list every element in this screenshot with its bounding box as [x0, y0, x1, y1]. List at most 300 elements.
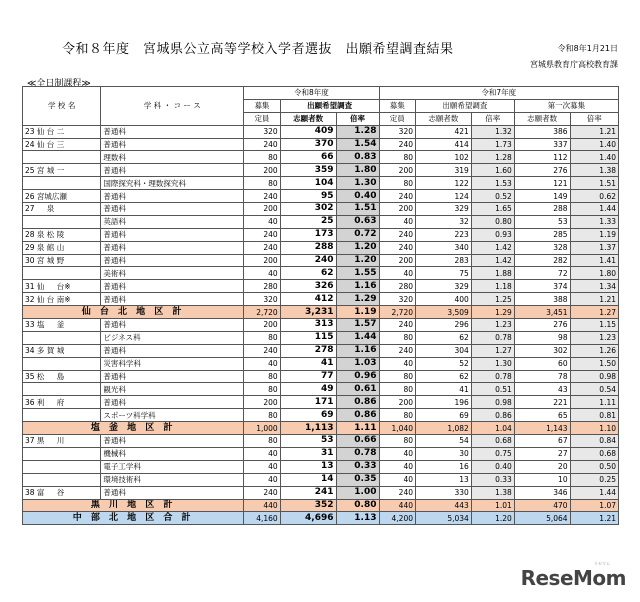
quota-2025-cell: 80 [379, 435, 416, 448]
quota-2025-cell: 40 [379, 447, 416, 460]
table-row [23, 138, 619, 151]
ratio-2026-cell: 0.78 [336, 447, 379, 460]
applicants-2025-cell: 122 [416, 177, 472, 190]
first-ratio-2025-cell: 1.19 [570, 228, 618, 241]
first-ratio-2025-cell: 1.21 [570, 293, 618, 306]
ratio-2025-cell: 1.73 [471, 138, 514, 151]
quota-2026-cell: 320 [244, 125, 281, 138]
applicants-2026-cell: 409 [280, 125, 336, 138]
applicants-2025-cell: 1,082 [416, 422, 472, 435]
applicants-2026-cell: 66 [280, 151, 336, 164]
applicants-2025-cell: 414 [416, 138, 472, 151]
quota-2026-cell: 440 [244, 499, 281, 512]
header-boshu7: 募集 [379, 99, 416, 112]
table-row [23, 319, 619, 332]
ratio-2025-cell: 1.20 [471, 512, 514, 525]
course-cell: 普通科 [101, 190, 244, 203]
first-ratio-2025-cell: 0.84 [570, 435, 618, 448]
district-label-cell: 塩 釜 地 区 計 [23, 422, 244, 435]
first-applicants-2025-cell: 112 [514, 151, 570, 164]
course-cell: 普通科 [101, 280, 244, 293]
table-row [23, 396, 619, 409]
quota-2026-cell: 200 [244, 319, 281, 332]
first-ratio-2025-cell: 1.38 [570, 164, 618, 177]
school-cell: 31 仙 台※ [23, 280, 101, 293]
ratio-2026-cell: 1.80 [336, 164, 379, 177]
course-cell: 普通科 [101, 344, 244, 357]
applicants-2026-cell: 1,113 [280, 422, 336, 435]
course-cell: 英語科 [101, 215, 244, 228]
header-teiin7: 定員 [379, 112, 416, 125]
course-cell: 普通科 [101, 138, 244, 151]
table-row [23, 293, 619, 306]
first-applicants-2025-cell: 3,451 [514, 306, 570, 319]
quota-2026-cell: 240 [244, 344, 281, 357]
course-cell: 普通科 [101, 203, 244, 216]
publish-date: 令和8年1月21日 [557, 44, 618, 53]
applicants-2026-cell: 41 [280, 357, 336, 370]
applicants-2025-cell: 329 [416, 203, 472, 216]
ratio-2026-cell: 1.16 [336, 344, 379, 357]
school-cell [23, 460, 101, 473]
quota-2026-cell: 320 [244, 293, 281, 306]
first-applicants-2025-cell: 302 [514, 344, 570, 357]
first-ratio-2025-cell: 1.10 [570, 422, 618, 435]
course-cell: 普通科 [101, 241, 244, 254]
quota-2025-cell: 40 [379, 460, 416, 473]
ratio-2026-cell: 1.20 [336, 254, 379, 267]
first-applicants-2025-cell: 98 [514, 331, 570, 344]
quota-2025-cell: 80 [379, 151, 416, 164]
quota-2026-cell: 80 [244, 435, 281, 448]
ratio-2025-cell: 1.53 [471, 177, 514, 190]
header-course: 学 科 ・ コ ー ス [101, 87, 244, 126]
course-cell: 災害科学科 [101, 357, 244, 370]
header-boshu8: 募集 [244, 99, 281, 112]
course-cell: 理数科 [101, 151, 244, 164]
organization: 宮城県教育庁高校教育課 [530, 60, 618, 69]
ratio-2026-cell: 1.44 [336, 331, 379, 344]
first-ratio-2025-cell: 1.33 [570, 215, 618, 228]
course-cell: 普通科 [101, 293, 244, 306]
header-ratio8: 倍率 [336, 112, 379, 125]
applicants-2025-cell: 296 [416, 319, 472, 332]
first-applicants-2025-cell: 276 [514, 319, 570, 332]
applicants-2025-cell: 52 [416, 357, 472, 370]
ratio-2025-cell: 0.75 [471, 447, 514, 460]
ratio-2025-cell: 1.23 [471, 319, 514, 332]
ratio-2025-cell: 1.27 [471, 344, 514, 357]
table-row [23, 409, 619, 422]
first-ratio-2025-cell: 1.44 [570, 486, 618, 499]
school-cell [23, 473, 101, 486]
header-applicants-first7: 志願者数 [514, 112, 570, 125]
applicants-2025-cell: 75 [416, 267, 472, 280]
ratio-2026-cell: 0.72 [336, 228, 379, 241]
header-school: 学 校 名 [23, 87, 101, 126]
ratio-2025-cell: 1.28 [471, 151, 514, 164]
applicants-2025-cell: 62 [416, 370, 472, 383]
first-ratio-2025-cell: 1.40 [570, 151, 618, 164]
ratio-2025-cell: 1.60 [471, 164, 514, 177]
page-title: 令和８年度 宮城県公立高等学校入学者選抜 出願希望調査結果 [62, 42, 454, 57]
applicants-2025-cell: 124 [416, 190, 472, 203]
district-label-cell: 黒 川 地 区 計 [23, 499, 244, 512]
ratio-2025-cell: 1.42 [471, 254, 514, 267]
first-applicants-2025-cell: 60 [514, 357, 570, 370]
applicants-2025-cell: 54 [416, 435, 472, 448]
district-label-cell: 仙 台 北 地 区 計 [23, 306, 244, 319]
applicants-2025-cell: 41 [416, 383, 472, 396]
course-cell: 機械科 [101, 447, 244, 460]
applicants-2025-cell: 319 [416, 164, 472, 177]
quota-2026-cell: 40 [244, 267, 281, 280]
applicants-2025-cell: 3,509 [416, 306, 472, 319]
first-ratio-2025-cell: 1.11 [570, 396, 618, 409]
first-applicants-2025-cell: 221 [514, 396, 570, 409]
applicants-2026-cell: 278 [280, 344, 336, 357]
table-row [23, 203, 619, 216]
applicants-2025-cell: 30 [416, 447, 472, 460]
first-applicants-2025-cell: 10 [514, 473, 570, 486]
course-cell: 普通科 [101, 396, 244, 409]
table-row [23, 215, 619, 228]
applicants-2026-cell: 31 [280, 447, 336, 460]
first-applicants-2025-cell: 121 [514, 177, 570, 190]
applicants-2026-cell: 241 [280, 486, 336, 499]
quota-2026-cell: 200 [244, 396, 281, 409]
school-cell [23, 267, 101, 280]
course-cell: 普通科 [101, 435, 244, 448]
results-table [22, 86, 619, 525]
quota-2025-cell: 320 [379, 125, 416, 138]
first-ratio-2025-cell: 0.98 [570, 370, 618, 383]
first-applicants-2025-cell: 67 [514, 435, 570, 448]
quota-2025-cell: 40 [379, 473, 416, 486]
first-applicants-2025-cell: 288 [514, 203, 570, 216]
header-applicants8: 志願者数 [280, 112, 336, 125]
ratio-2025-cell: 1.01 [471, 499, 514, 512]
applicants-2026-cell: 77 [280, 370, 336, 383]
ratio-2025-cell: 1.25 [471, 293, 514, 306]
ratio-2026-cell: 1.11 [336, 422, 379, 435]
ratio-2025-cell: 1.38 [471, 486, 514, 499]
table-row [23, 357, 619, 370]
course-cell: 観光科 [101, 383, 244, 396]
quota-2025-cell: 440 [379, 499, 416, 512]
applicants-2026-cell: 352 [280, 499, 336, 512]
quota-2025-cell: 240 [379, 344, 416, 357]
ratio-2025-cell: 0.98 [471, 396, 514, 409]
first-applicants-2025-cell: 72 [514, 267, 570, 280]
subtotal-row [23, 422, 619, 435]
quota-2026-cell: 80 [244, 151, 281, 164]
quota-2025-cell: 200 [379, 396, 416, 409]
school-cell: 32 仙 台 南※ [23, 293, 101, 306]
quota-2026-cell: 4,160 [244, 512, 281, 525]
ratio-2025-cell: 1.18 [471, 280, 514, 293]
course-cell: 環境技術科 [101, 473, 244, 486]
ratio-2025-cell: 0.93 [471, 228, 514, 241]
quota-2025-cell: 240 [379, 319, 416, 332]
quota-2026-cell: 2,720 [244, 306, 281, 319]
ratio-2026-cell: 0.83 [336, 151, 379, 164]
ratio-2026-cell: 0.35 [336, 473, 379, 486]
applicants-2026-cell: 104 [280, 177, 336, 190]
school-cell: 34 多 賀 城 [23, 344, 101, 357]
ratio-2026-cell: 0.33 [336, 460, 379, 473]
first-ratio-2025-cell: 1.41 [570, 254, 618, 267]
header-survey8: 出願希望調査 [280, 99, 379, 112]
applicants-2025-cell: 330 [416, 486, 472, 499]
school-cell: 38 富 谷 [23, 486, 101, 499]
header-survey7: 出願希望調査 [416, 99, 515, 112]
quota-2026-cell: 80 [244, 177, 281, 190]
first-ratio-2025-cell: 1.51 [570, 177, 618, 190]
table-row [23, 228, 619, 241]
applicants-2025-cell: 69 [416, 409, 472, 422]
quota-2026-cell: 80 [244, 370, 281, 383]
first-ratio-2025-cell: 0.25 [570, 473, 618, 486]
school-cell [23, 447, 101, 460]
school-cell: 24 仙 台 三 [23, 138, 101, 151]
quota-2025-cell: 80 [379, 409, 416, 422]
school-cell [23, 383, 101, 396]
quota-2026-cell: 80 [244, 383, 281, 396]
header-first7: 第一次募集 [514, 99, 618, 112]
ratio-2025-cell: 0.78 [471, 370, 514, 383]
ratio-2025-cell: 1.04 [471, 422, 514, 435]
school-cell: 28 泉 松 陵 [23, 228, 101, 241]
applicants-2026-cell: 25 [280, 215, 336, 228]
ratio-2025-cell: 0.33 [471, 473, 514, 486]
quota-2025-cell: 80 [379, 331, 416, 344]
quota-2025-cell: 80 [379, 383, 416, 396]
header-teiin8: 定員 [244, 112, 281, 125]
applicants-2026-cell: 53 [280, 435, 336, 448]
ratio-2025-cell: 0.52 [471, 190, 514, 203]
quota-2025-cell: 240 [379, 190, 416, 203]
table-row [23, 435, 619, 448]
first-ratio-2025-cell: 0.54 [570, 383, 618, 396]
applicants-2026-cell: 115 [280, 331, 336, 344]
applicants-2026-cell: 370 [280, 138, 336, 151]
section-label: ≪全日制課程≫ [27, 79, 91, 89]
table-row [23, 473, 619, 486]
applicants-2025-cell: 62 [416, 331, 472, 344]
quota-2025-cell: 80 [379, 370, 416, 383]
ratio-2026-cell: 1.55 [336, 267, 379, 280]
applicants-2026-cell: 240 [280, 254, 336, 267]
school-cell [23, 177, 101, 190]
ratio-2026-cell: 0.40 [336, 190, 379, 203]
quota-2025-cell: 240 [379, 241, 416, 254]
quota-2025-cell: 240 [379, 486, 416, 499]
applicants-2026-cell: 49 [280, 383, 336, 396]
first-applicants-2025-cell: 282 [514, 254, 570, 267]
quota-2026-cell: 1,000 [244, 422, 281, 435]
ratio-2025-cell: 1.29 [471, 306, 514, 319]
course-cell: 普通科 [101, 125, 244, 138]
applicants-2026-cell: 326 [280, 280, 336, 293]
header-year7: 令和7年度 [379, 87, 619, 100]
school-cell: 35 松 島 [23, 370, 101, 383]
quota-2026-cell: 40 [244, 460, 281, 473]
ratio-2026-cell: 0.61 [336, 383, 379, 396]
ratio-2026-cell: 1.20 [336, 241, 379, 254]
first-applicants-2025-cell: 5,064 [514, 512, 570, 525]
table-row [23, 370, 619, 383]
applicants-2026-cell: 173 [280, 228, 336, 241]
first-applicants-2025-cell: 388 [514, 293, 570, 306]
first-applicants-2025-cell: 149 [514, 190, 570, 203]
applicants-2026-cell: 288 [280, 241, 336, 254]
quota-2025-cell: 40 [379, 215, 416, 228]
quota-2025-cell: 320 [379, 293, 416, 306]
first-applicants-2025-cell: 1,143 [514, 422, 570, 435]
ratio-2025-cell: 0.86 [471, 409, 514, 422]
header-applicants7: 志願者数 [416, 112, 472, 125]
table-row [23, 383, 619, 396]
applicants-2026-cell: 69 [280, 409, 336, 422]
course-cell: 普通科 [101, 319, 244, 332]
ratio-2026-cell: 1.28 [336, 125, 379, 138]
quota-2026-cell: 40 [244, 357, 281, 370]
ratio-2026-cell: 0.86 [336, 409, 379, 422]
first-applicants-2025-cell: 276 [514, 164, 570, 177]
school-cell: 29 泉 館 山 [23, 241, 101, 254]
first-applicants-2025-cell: 78 [514, 370, 570, 383]
ratio-2026-cell: 0.80 [336, 499, 379, 512]
first-applicants-2025-cell: 386 [514, 125, 570, 138]
quota-2025-cell: 200 [379, 203, 416, 216]
quota-2026-cell: 240 [244, 138, 281, 151]
quota-2025-cell: 280 [379, 280, 416, 293]
quota-2025-cell: 4,200 [379, 512, 416, 525]
first-ratio-2025-cell: 1.50 [570, 357, 618, 370]
course-cell: 普通科 [101, 254, 244, 267]
ratio-2026-cell: 0.96 [336, 370, 379, 383]
first-ratio-2025-cell: 1.44 [570, 203, 618, 216]
applicants-2025-cell: 13 [416, 473, 472, 486]
applicants-2025-cell: 5,034 [416, 512, 472, 525]
table-row [23, 254, 619, 267]
course-cell: 普通科 [101, 164, 244, 177]
first-ratio-2025-cell: 1.37 [570, 241, 618, 254]
first-ratio-2025-cell: 1.07 [570, 499, 618, 512]
table-row [23, 177, 619, 190]
school-cell: 37 黒 川 [23, 435, 101, 448]
ratio-2026-cell: 1.54 [336, 138, 379, 151]
first-applicants-2025-cell: 337 [514, 138, 570, 151]
applicants-2026-cell: 14 [280, 473, 336, 486]
ratio-2026-cell: 1.00 [336, 486, 379, 499]
ratio-2025-cell: 0.68 [471, 435, 514, 448]
applicants-2026-cell: 4,696 [280, 512, 336, 525]
quota-2026-cell: 240 [244, 228, 281, 241]
school-cell: 30 宮 城 野 [23, 254, 101, 267]
table-row [23, 164, 619, 177]
first-applicants-2025-cell: 470 [514, 499, 570, 512]
first-applicants-2025-cell: 374 [514, 280, 570, 293]
ratio-2025-cell: 1.88 [471, 267, 514, 280]
school-cell [23, 357, 101, 370]
ratio-2026-cell: 1.03 [336, 357, 379, 370]
first-applicants-2025-cell: 43 [514, 383, 570, 396]
first-ratio-2025-cell: 1.40 [570, 138, 618, 151]
school-cell: 26 宮城広瀬 [23, 190, 101, 203]
first-applicants-2025-cell: 328 [514, 241, 570, 254]
ratio-2025-cell: 1.30 [471, 357, 514, 370]
table-row [23, 267, 619, 280]
first-ratio-2025-cell: 1.23 [570, 331, 618, 344]
applicants-2026-cell: 95 [280, 190, 336, 203]
first-ratio-2025-cell: 0.68 [570, 447, 618, 460]
applicants-2025-cell: 223 [416, 228, 472, 241]
first-ratio-2025-cell: 0.50 [570, 460, 618, 473]
course-cell: 普通科 [101, 370, 244, 383]
applicants-2025-cell: 304 [416, 344, 472, 357]
first-ratio-2025-cell: 1.21 [570, 125, 618, 138]
ratio-2026-cell: 1.19 [336, 306, 379, 319]
course-cell: 電子工学科 [101, 460, 244, 473]
total-row [23, 512, 619, 525]
logo-kana: リセマム [594, 561, 610, 566]
applicants-2026-cell: 171 [280, 396, 336, 409]
quota-2025-cell: 2,720 [379, 306, 416, 319]
quota-2026-cell: 200 [244, 254, 281, 267]
quota-2025-cell: 40 [379, 357, 416, 370]
quota-2025-cell: 80 [379, 177, 416, 190]
subtotal-row [23, 306, 619, 319]
table-row [23, 460, 619, 473]
applicants-2025-cell: 102 [416, 151, 472, 164]
quota-2026-cell: 200 [244, 164, 281, 177]
applicants-2026-cell: 313 [280, 319, 336, 332]
quota-2026-cell: 200 [244, 203, 281, 216]
quota-2026-cell: 280 [244, 280, 281, 293]
table-row [23, 344, 619, 357]
ratio-2025-cell: 0.78 [471, 331, 514, 344]
applicants-2025-cell: 32 [416, 215, 472, 228]
applicants-2025-cell: 16 [416, 460, 472, 473]
course-cell: 国際探究科・理数探究科 [101, 177, 244, 190]
applicants-2025-cell: 196 [416, 396, 472, 409]
applicants-2025-cell: 340 [416, 241, 472, 254]
table-row [23, 447, 619, 460]
school-cell [23, 151, 101, 164]
applicants-2025-cell: 421 [416, 125, 472, 138]
header-ratio-first7: 倍率 [570, 112, 618, 125]
first-ratio-2025-cell: 0.81 [570, 409, 618, 422]
first-applicants-2025-cell: 53 [514, 215, 570, 228]
course-cell: スポーツ科学科 [101, 409, 244, 422]
applicants-2025-cell: 283 [416, 254, 472, 267]
school-cell: 33 塩 釜 [23, 319, 101, 332]
school-cell [23, 331, 101, 344]
applicants-2026-cell: 13 [280, 460, 336, 473]
quota-2025-cell: 1,040 [379, 422, 416, 435]
quota-2026-cell: 240 [244, 241, 281, 254]
course-cell: 美術科 [101, 267, 244, 280]
table-row [23, 241, 619, 254]
first-applicants-2025-cell: 27 [514, 447, 570, 460]
ratio-2025-cell: 1.42 [471, 241, 514, 254]
applicants-2025-cell: 443 [416, 499, 472, 512]
table-row [23, 486, 619, 499]
quota-2026-cell: 240 [244, 190, 281, 203]
ratio-2026-cell: 1.13 [336, 512, 379, 525]
